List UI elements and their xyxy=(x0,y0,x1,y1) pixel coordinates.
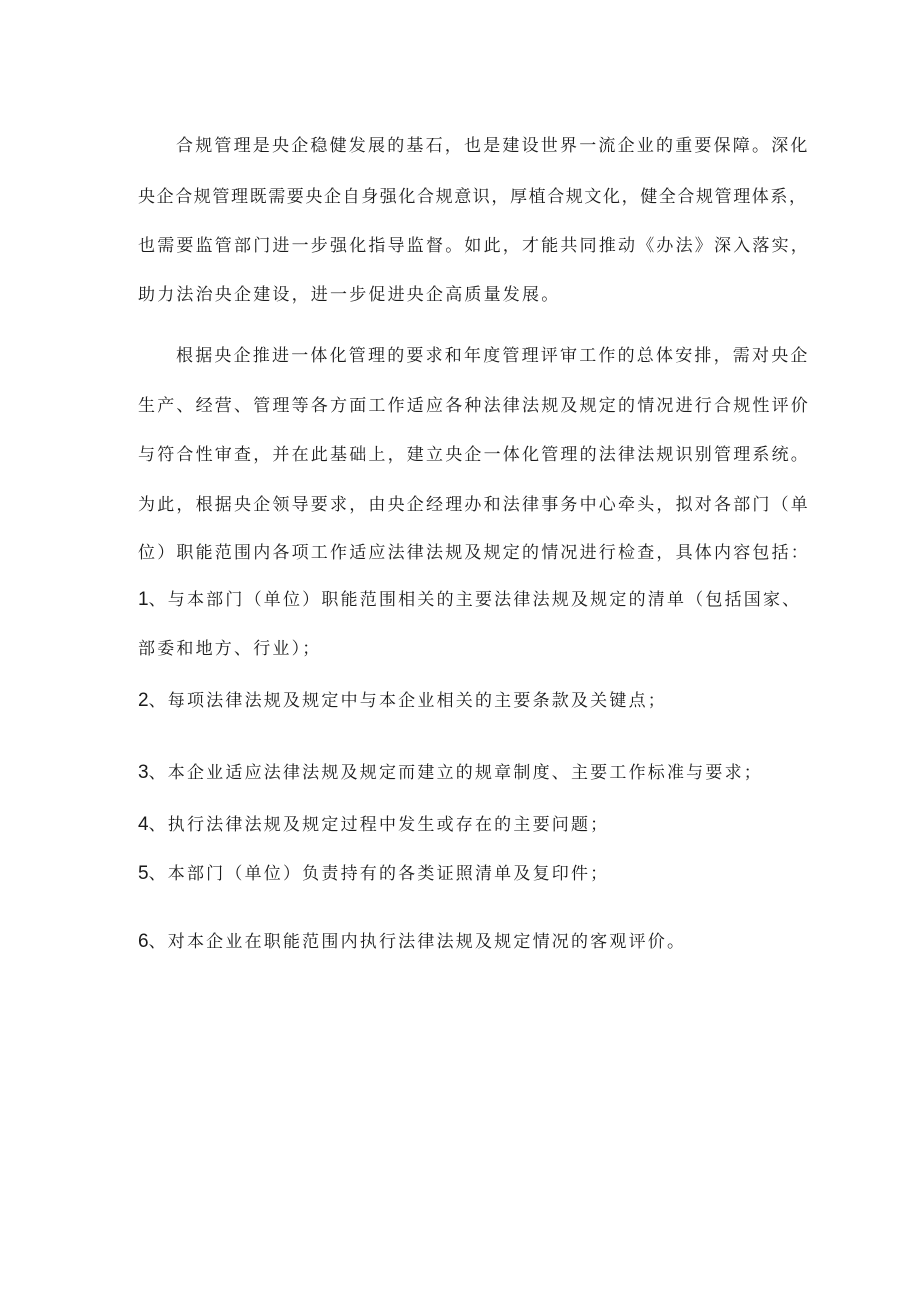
list-item-number: 3 xyxy=(138,762,149,783)
paragraph2-line3: 与符合性审查，并在此基础上，建立央企一体化管理的法律法规识别管理系统。 xyxy=(138,445,810,465)
paragraph2-line2: 生产、经营、管理等各方面工作适应各种法律法规及规定的情况进行合规性评价 xyxy=(138,396,810,416)
paragraph1-line1: 合规管理是央企稳健发展的基石，也是建设世界一流企业的重要保障。深化 xyxy=(176,136,810,156)
paragraph2-line5: 位）职能范围内各项工作适应法律法规及规定的情况进行检查，具体内容包括： xyxy=(138,543,810,563)
list-item-text: 、对本企业在职能范围内执行法律法规及规定情况的客观评价。 xyxy=(148,932,687,952)
list-item-text: 、本企业适应法律法规及规定而建立的规章制度、主要工作标准与要求； xyxy=(148,763,763,783)
list-item-4 xyxy=(138,813,798,837)
paragraph1-line2: 央企合规管理既需要央企自身强化合规意识，厚植合规文化，健全合规管理体系， xyxy=(138,187,808,207)
paragraph2-line1: 根据央企推进一体化管理的要求和年度管理评审工作的总体安排，需对央企 xyxy=(176,346,810,366)
list-item-2 xyxy=(138,689,798,713)
paragraph2-line4: 为此，根据央企领导要求，由央企经理办和法律事务中心牵头，拟对各部门（单 xyxy=(138,495,810,515)
list-item-number: 6 xyxy=(138,931,149,952)
list-item-number: 2 xyxy=(138,690,149,711)
list-item-number: 1 xyxy=(138,589,149,610)
list-item-1 xyxy=(138,588,802,612)
paragraph1-line4: 助力法治央企建设，进一步促进央企高质量发展。 xyxy=(138,285,561,305)
list-item-number: 4 xyxy=(138,814,149,835)
list-item-1-continued: 部委和地方、行业）； xyxy=(138,639,322,659)
list-item-text: 、本部门（单位）负责持有的各类证照清单及复印件； xyxy=(148,864,610,884)
paragraph1-line3: 也需要监管部门进一步强化指导监督。如此，才能共同推动《办法》深入落实， xyxy=(138,236,810,256)
list-item-6 xyxy=(138,930,798,954)
list-item-text: 、执行法律法规及规定过程中发生或存在的主要问题； xyxy=(148,815,610,835)
list-item-3 xyxy=(138,761,798,785)
list-item-5 xyxy=(138,862,798,886)
list-item-number: 5 xyxy=(138,863,149,884)
list-item-text: 、与本部门（单位）职能范围相关的主要法律法规及规定的清单（包括国家、 xyxy=(148,590,802,610)
list-item-text: 、每项法律法规及规定中与本企业相关的主要条款及关键点； xyxy=(148,691,667,711)
